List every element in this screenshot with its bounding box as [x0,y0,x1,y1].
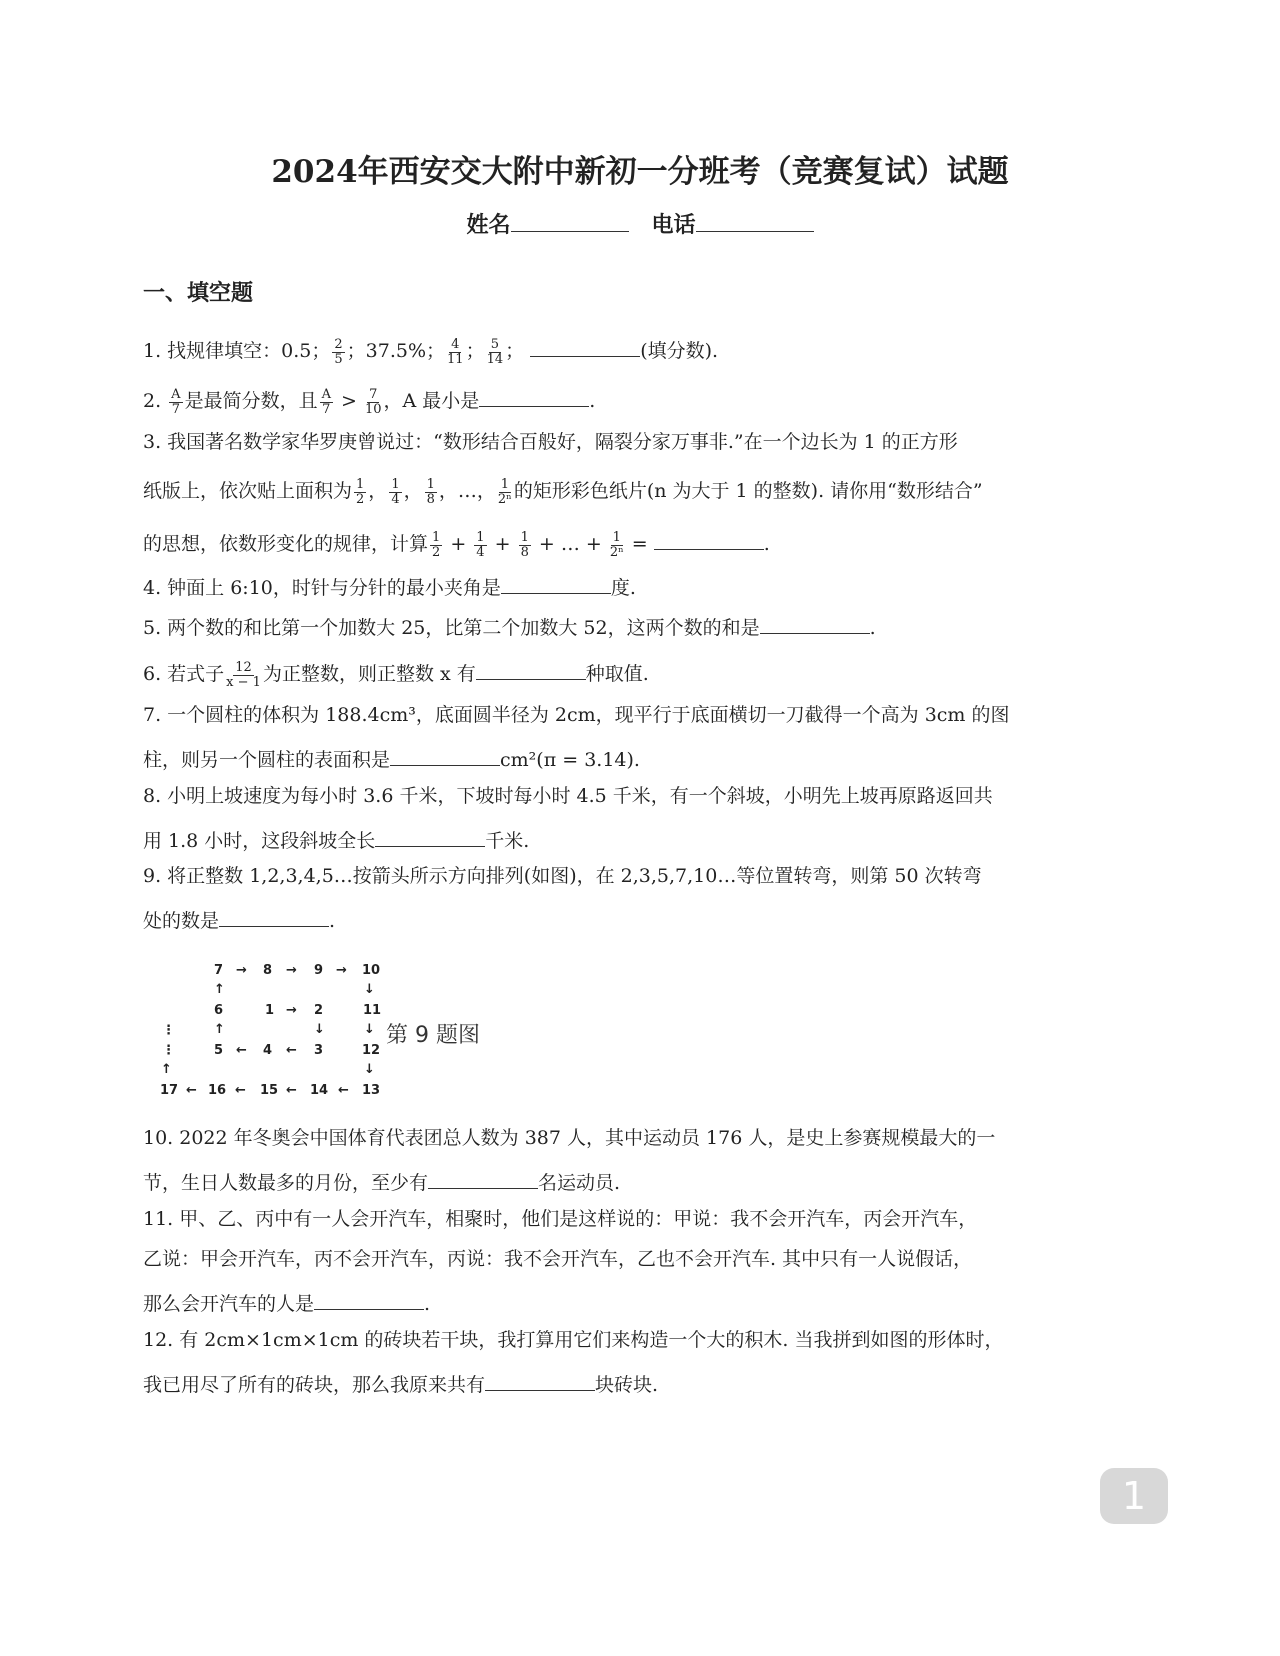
den: 2 [432,544,441,560]
fig-cell: ⋮ [162,1043,175,1058]
question-10-line-2 [143,1169,620,1193]
text: ； [505,340,525,362]
fraction [425,478,437,506]
den: 4 [391,491,400,507]
text: 6. 若式子 [143,663,225,685]
fig-cell: → [336,963,347,978]
phone-blank[interactable] [696,209,814,232]
fig-cell: ↓ [364,982,375,997]
answer-blank[interactable] [760,614,870,634]
answer-blank[interactable] [219,907,329,927]
fig-cell: 11 [363,1003,382,1018]
answer-blank[interactable] [501,574,611,594]
question-11-line-1: 11. 甲、乙、丙中有一人会开汽车，相聚时，他们是这样说的：甲说：我不会开汽车，丙会开汽车， [143,1208,978,1230]
fig-cell: → [286,963,297,978]
text: . [329,910,336,932]
num: 7 [369,386,378,402]
fraction [354,478,366,506]
question-4 [143,574,636,598]
answer-blank[interactable] [476,660,586,680]
text: 那么会开汽车的人是 [143,1293,315,1315]
question-7-line-2 [143,746,640,770]
text: 处的数是 [143,910,220,932]
num: 1 [426,477,435,492]
fig-cell: 1 [265,1003,275,1018]
fig-cell: 9 [314,963,324,978]
den: 5 [334,351,343,367]
fraction [474,531,486,559]
den: x − 1 [226,674,261,690]
text: 千米. [485,830,530,852]
fig-cell: 16 [208,1083,227,1098]
question-11-line-3 [143,1290,430,1314]
den: 10 [364,401,382,417]
num: 1 [500,477,509,492]
fig-cell: ← [236,1043,247,1058]
fig-cell: 15 [260,1083,279,1098]
fig-cell: ↓ [314,1022,325,1037]
text: 4. 钟面上 6:10，时针与分针的最小夹角是 [143,577,501,599]
fig-cell: 7 [214,963,224,978]
fig-cell: ↑ [214,1022,225,1037]
name-phone-row [0,208,1280,239]
num: 4 [451,336,460,352]
fig-cell: 6 [214,1003,224,1018]
fraction [320,388,333,416]
num: 1 [432,529,441,545]
answer-blank[interactable] [390,746,500,766]
den: 7 [322,401,331,417]
text: 我已用尽了所有的砖块，那么我原来共有 [143,1374,486,1396]
fraction [498,478,512,506]
answer-blank[interactable] [654,530,764,550]
den: 7 [171,401,180,417]
text: 是最简分数，且 [184,390,318,412]
fig-cell: 3 [314,1043,324,1058]
num: 1 [391,477,400,492]
fraction [430,531,442,559]
fig-cell: ← [286,1083,297,1098]
den: 14 [486,351,504,367]
text: 柱，则另一个圆柱的表面积是 [143,749,391,771]
page-number-badge: 1 [1100,1468,1168,1524]
den: 2ⁿ [609,544,624,560]
text: 为正整数，则正整数 x 有 [262,663,476,685]
fig-cell: ↑ [161,1062,172,1077]
num: 1 [356,477,365,492]
question-8-line-2 [143,827,529,851]
fig-cell: 14 [310,1083,329,1098]
question-3-line-2: 纸版上，依次贴上面积为 $\frac{1}{2}$ ， $\frac{1}{4}$ ， $\frac{1}{8}$ ，…， $\frac{1}{\text{2ⁿ}}$ 的矩形彩色纸片(n 为大于 1 的整数). 请你用“数形结合” [143,477,983,507]
den: 4 [476,544,485,560]
question-6 [143,660,649,689]
question-5 [143,614,876,638]
question-9-figure [150,955,500,1110]
fig-cell: 10 [362,963,381,978]
question-12-line-2 [143,1371,658,1395]
text: . [763,533,770,555]
den: 2 [356,491,365,507]
fraction [389,478,401,506]
num: 1 [520,529,529,545]
text: . [424,1293,431,1315]
question-11-line-2: 乙说：甲会开汽车，丙不会开汽车，丙说：我不会开汽车，乙也不会开汽车. 其中只有一人说假话， [143,1248,973,1270]
answer-blank[interactable] [485,1371,595,1391]
answer-blank[interactable] [375,827,485,847]
question-1 [143,337,718,366]
text: + … + [532,533,608,555]
fig-cell: 5 [214,1043,224,1058]
fraction [169,388,182,416]
text: 种取值. [585,663,649,685]
page-title: 2024年西安交大附中新初一分班考（竞赛复试）试题 [271,154,1009,190]
num: 1 [612,529,621,545]
name-label: 姓名 [466,212,511,238]
fig-cell: ← [235,1083,246,1098]
fraction [447,338,464,366]
num: A [171,386,181,402]
text: ；37.5%； [346,340,446,362]
question-10-line-1: 10. 2022 年冬奥会中国体育代表团总人数为 387 人，其中运动员 176 人，是史上参赛规模最大的一 [143,1127,996,1149]
fig-cell: ← [338,1083,349,1098]
fig-cell: 8 [263,963,273,978]
fig-cell: ↑ [214,982,225,997]
phone-label: 电话 [651,212,696,238]
question-9-line-1: 9. 将正整数 1,2,3,4,5…按箭头所示方向排列(如图)，在 2,3,5,7,10…等位置转弯，则第 50 次转弯 [143,865,982,887]
fig-cell: ↓ [364,1062,375,1077]
fig-cell: 2 [314,1003,324,1018]
den: 8 [426,491,435,507]
text: 1. 找规律填空：0.5； [143,340,331,362]
question-9-line-2 [143,907,335,931]
text: 用 1.8 小时，这段斜坡全长 [143,830,376,852]
text: 节，生日人数最多的月份，至少有 [143,1172,429,1194]
question-3-line-3 [143,530,770,559]
den: 11 [447,351,464,367]
figure-caption: 第 9 题图 [386,1023,480,1048]
text: 块砖块. [595,1374,659,1396]
text: ，A 最小是 [383,390,480,412]
text: + [444,533,473,555]
fraction [487,338,504,366]
answer-blank[interactable] [314,1290,424,1310]
question-12-line-1: 12. 有 2cm×1cm×1cm 的砖块若干块，我打算用它们来构造一个大的积木. 当我拼到如图的形体时， [143,1329,1004,1351]
num: 1 [476,529,485,545]
fig-cell: 17 [160,1083,179,1098]
fig-cell: 13 [362,1083,381,1098]
text: 度. [610,577,636,599]
answer-blank[interactable] [530,337,640,357]
text: cm²(π = 3.14). [500,749,640,771]
question-7-line-1: 7. 一个圆柱的体积为 188.4cm³，底面圆半径为 2cm，现平行于底面横切一刀截得一个高为 3cm 的图 [143,704,1010,726]
fig-cell: ← [186,1083,197,1098]
fraction [226,661,261,689]
text: 名运动员. [538,1172,621,1194]
text: (填分数). [640,340,719,362]
fig-cell: → [236,963,247,978]
text: = [625,533,654,555]
text: 的思想，依数形变化的规律，计算 [143,533,429,555]
question-8-line-1: 8. 小明上坡速度为每小时 3.6 千米，下坡时每小时 4.5 千米，有一个斜坡，小明先上坡再原路返回共 [143,785,993,807]
den: 8 [520,544,529,560]
fig-cell: 4 [263,1043,273,1058]
num: 12 [235,659,252,675]
text: 5. 两个数的和比第一个加数大 25，比第二个加数大 52，这两个数的和是 [143,617,760,639]
text: 纸版上，依次贴上面积为 [143,480,353,503]
text: 的矩形彩色纸片(n 为大于 1 的整数). 请你用“数形结合” [513,480,983,503]
text: 2. [143,390,168,412]
text: > [334,390,363,412]
fig-cell: ← [286,1043,297,1058]
num: A [321,386,331,402]
name-blank[interactable] [511,209,629,232]
fig-cell: ↓ [364,1022,375,1037]
num: 5 [490,336,499,352]
text: + [488,533,517,555]
fig-cell: → [286,1003,297,1018]
text: . [869,617,876,639]
question-3-line-1: 3. 我国著名数学家华罗庚曾说过：“数形结合百般好，隔裂分家万事非.”在一个边长为 1 的正方形 [143,431,958,453]
answer-blank[interactable] [479,387,589,407]
question-2 [143,387,595,416]
text: ，…， [438,480,496,503]
fraction [365,388,382,416]
fraction [332,338,344,366]
num: 2 [334,336,343,352]
den: 2ⁿ [497,491,512,507]
text: . [589,390,596,412]
fig-cell: ⋮ [162,1023,175,1038]
answer-blank[interactable] [428,1169,538,1189]
section-heading: 一、填空题 [143,280,254,306]
text: ； [465,340,485,362]
fig-cell: 12 [362,1043,381,1058]
fraction [519,531,531,559]
fraction [610,531,624,559]
